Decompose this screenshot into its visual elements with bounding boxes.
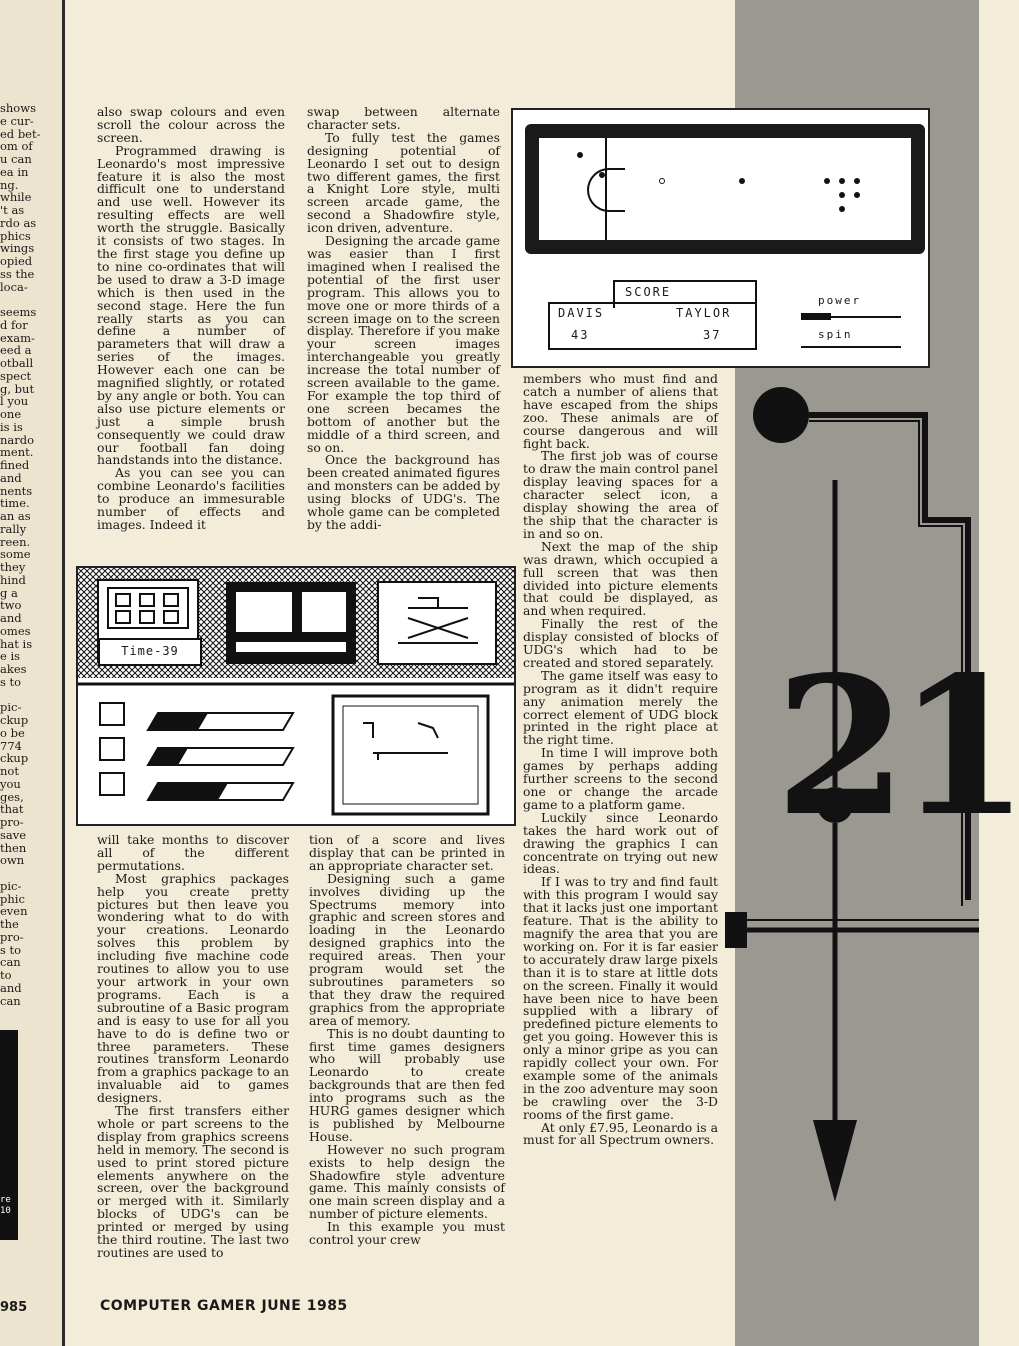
- paragraph: In time I will improve both games by perhaps adding further screens to the second one or change the arcade game to a platform game.: [523, 745, 718, 812]
- paragraph: Next the map of the ship was drawn, which occupied a full screen that was then divided into picture elements that could be displayed, as and when required.: [523, 538, 718, 619]
- snooker-ball: [854, 192, 860, 198]
- facing-page-tab-label: re 10: [0, 1195, 11, 1216]
- snooker-ball: [824, 178, 830, 184]
- facing-page-fragment: can: [0, 993, 21, 1008]
- facing-page-fragment: akes: [0, 662, 27, 676]
- player1-name: DAVIS: [558, 306, 605, 320]
- facing-page-fragment: one: [0, 407, 22, 421]
- facing-page-fragment: ckup: [0, 713, 29, 727]
- facing-page-fragment: hat is: [0, 636, 33, 651]
- facing-page-fragment: e cur-: [0, 113, 34, 128]
- facing-page-fragment: you: [0, 776, 21, 791]
- power-label: power: [818, 294, 862, 307]
- facing-page-fragment: two: [0, 598, 22, 613]
- snooker-ball: [577, 152, 583, 158]
- paragraph: Designing such a game involves dividing up the Spectrums memory into graphic and screen stores and loading in the Leonardo designed graphics into the required areas. Then your program would set the subroutines parameters so that they draw the required graphics from the appropriate area of memory.: [309, 870, 505, 1028]
- snooker-ball: [839, 206, 845, 212]
- facing-page-fragment: an as: [0, 509, 31, 523]
- facing-page-fragment: they: [0, 560, 26, 574]
- snooker-ball: [854, 178, 860, 184]
- paragraph: However no such program exists to help design the Shadowfire style adventure game. This mainly consists of one main screen display and a number of picture elements.: [309, 1141, 505, 1222]
- facing-page-fragment: fined: [0, 458, 30, 472]
- paragraph: The game itself was easy to program as it didn't require any animation merely the correct element of UDG block printed in the right place at the right time.: [523, 667, 718, 748]
- facing-page-fragment: then: [0, 840, 27, 855]
- facing-page-fragment: om of: [0, 139, 33, 154]
- cue-ball: [659, 178, 665, 184]
- paragraph: also swap colours and even scroll the colour across the screen.: [97, 104, 285, 145]
- facing-page-fragment: 774: [0, 738, 22, 753]
- footer-magazine-issue: COMPUTER GAMER JUNE 1985: [100, 1298, 348, 1314]
- paragraph: will take months to discover all of the different permutations.: [97, 832, 289, 873]
- facing-page-fragment: 't as: [0, 203, 25, 217]
- facing-page-fragment: d for: [0, 317, 28, 332]
- facing-page-fragment: ckup: [0, 751, 29, 766]
- facing-page-fragment: omes: [0, 623, 31, 638]
- facing-page-fragment: the: [0, 917, 19, 931]
- paragraph: tion of a score and lives display that can be printed in an appropriate character set.: [309, 832, 505, 873]
- circuit-dot-top: [753, 387, 809, 443]
- facing-page-fragment: pic-: [0, 700, 22, 715]
- player1-score: 43: [571, 328, 590, 342]
- snooker-table: [525, 124, 925, 254]
- facing-page-fragment: while: [0, 190, 32, 205]
- paragraph: swap between alternate character sets.: [307, 104, 500, 132]
- facing-page-fragment: rally: [0, 521, 27, 536]
- facing-page-fragment: and: [0, 611, 22, 625]
- score-label: SCORE: [625, 285, 672, 299]
- facing-page-fragment: own: [0, 853, 25, 868]
- facing-page-fragment: shows: [0, 101, 36, 115]
- paragraph: The first job was of course to draw the main control panel display leaving spaces for a character select icon, a display showing the area of the ship that the character is in and so on.: [523, 448, 718, 541]
- player2-score: 37: [703, 328, 722, 342]
- paragraph: members who must find and catch a number of aliens that have escaped from the ships zoo. These animals are of course dangerous and will fight back.: [523, 371, 718, 451]
- column-2-bottom: [309, 834, 505, 1247]
- facing-page-fragment: rdo as: [0, 215, 37, 230]
- facing-page-fragment: is is: [0, 419, 23, 434]
- paragraph: In this example you must control your crew: [309, 1219, 505, 1248]
- facing-page-fragment: ea in: [0, 164, 29, 179]
- facing-page-fragment: pic-: [0, 878, 22, 893]
- facing-page-fragment: ges,: [0, 789, 24, 804]
- paragraph: Most graphics packages help you create pretty pictures but then leave you wondering what to do with your creations. Leonardo solves this problem by including five machine code routines to allow you to use your artwork in your own programs. Each is a subroutine of a Basic program and is easy to use for all you have to do is define two or three parameters. These routines transform Leonardo from a graphics package to an invaluable aid to games designers.: [97, 870, 289, 1106]
- column-2-top: [307, 106, 500, 532]
- facing-page-fragment: otball: [0, 356, 34, 370]
- facing-page-fragment: loca-: [0, 279, 28, 294]
- facing-page-fragment: o be: [0, 725, 25, 740]
- facing-page-fragment: u can: [0, 152, 32, 166]
- column-3: [523, 373, 718, 1147]
- facing-page-fragment: ed bet-: [0, 126, 41, 141]
- big-page-number: 21: [775, 635, 1019, 858]
- column-1-bottom: [97, 834, 289, 1260]
- facing-page-fragment: to: [0, 968, 12, 982]
- facing-page-fragment: l you: [0, 394, 29, 409]
- arrow-down-icon: [813, 1120, 857, 1202]
- adventure-game-screenshot: [76, 566, 516, 826]
- paragraph: If I was to try and find fault with this program I would say that it lacks just one important feature. That is the ability to magnify the area that you are working on. For it is far easier to accurately draw large pixels than it is to stare at little dots on the screen. Finally it would have been nice to have been supplied with a library of predefined picture elements to get you going. However this is only a minor gripe as you can rapidly collect your own. For example some of the animals in the zoo adventure may soon be crawling over the 3-D rooms of the first game.: [523, 874, 718, 1122]
- facing-page-fragment: and: [0, 470, 22, 485]
- facing-page-fragment: can: [0, 955, 21, 970]
- spin-label: spin: [818, 328, 853, 341]
- paragraph: At only £7.95, Leonardo is a must for all Spectrum owners.: [523, 1119, 718, 1148]
- facing-page-fragment: pro-: [0, 815, 24, 829]
- facing-page-fragment: pro-: [0, 929, 24, 944]
- facing-page-fragment: not: [0, 764, 19, 778]
- facing-page-fragment: g, but: [0, 381, 35, 396]
- facing-page-fragment: reen.: [0, 534, 31, 549]
- facing-page-fragment: s to: [0, 674, 22, 689]
- facing-page-fragment: phics: [0, 228, 31, 243]
- facing-page-fragment: wings: [0, 241, 35, 256]
- snooker-ball: [839, 192, 845, 198]
- paragraph: As you can see you can combine Leonardo's facilities to produce an immesurable number of effects and images. Indeed it: [97, 465, 285, 532]
- facing-page-fragment: spect: [0, 368, 32, 383]
- facing-page-fragment: that: [0, 802, 24, 817]
- facing-page-fragment: e is: [0, 649, 21, 664]
- paragraph: Programmed drawing is Leonardo's most impressive feature it is also the most difficult one to understand and use well. However its resulting effects are well worth the struggle. Basically it consists of two stages. In the first stage you define up to nine co-ordinates that will be used to draw a 3-D image which is then used in the second stage. Here the fun really starts as you can define a number of parameters that will draw a series of the images. However each one can be magnified slightly, or rotated by any angle or both. You can also use picture elements or just a simple brush consequently we could draw our football fan doing handstands into the distance.: [97, 142, 285, 468]
- paragraph: Designing the arcade game was easier than I first imagined when I realised the potential of the first user program. This allows you to move one or more thirds of a screen image on to the screen display. Therefore if you make your screen images interchangeable you greatly increase the total number of screen available to the game. For example the top third of one screen becames the bottom of another but the middle of a third screen, and so on.: [307, 233, 500, 455]
- snooker-ball: [739, 178, 745, 184]
- facing-page-fragment: ng.: [0, 177, 19, 192]
- paragraph: To fully test the games designing potential of Leonardo I set out to design two different games, the first a Knight Lore style, multi screen arcade game, the second a Shadowfire style, icon driven, adventure.: [307, 129, 500, 236]
- facing-page-fragment: nardo: [0, 432, 35, 447]
- facing-page-fragment: phic: [0, 891, 25, 906]
- time-display: Time-39: [98, 638, 202, 666]
- facing-page-fragment: ment.: [0, 445, 34, 460]
- facing-page-fragment: s to: [0, 942, 22, 957]
- facing-page-fragment: opied: [0, 254, 33, 268]
- facing-page-edge: [0, 0, 65, 1346]
- snooker-game-screenshot: [511, 108, 930, 368]
- facing-page-fragment: g a: [0, 585, 18, 600]
- facing-page-fragment: ss the: [0, 266, 35, 281]
- snooker-ball: [599, 172, 605, 178]
- column-1-top: [97, 106, 285, 532]
- facing-page-fragment: hind: [0, 572, 26, 587]
- facing-page-fragment: nents: [0, 483, 33, 498]
- facing-page-fragment: eed a: [0, 343, 32, 358]
- player2-name: TAYLOR: [676, 306, 732, 320]
- paragraph: Once the background has been created animated figures and monsters can be added by using blocks of UDG's. The whole game can be completed by the addi-: [307, 452, 500, 532]
- paragraph: This is no doubt daunting to first time games designers who will probably use Leonardo to create backgrounds that are then fed into programs such as the HURG games designer which is published by Melbourne House.: [309, 1025, 505, 1144]
- paragraph: Finally the rest of the display consisted of blocks of UDG's which had to be created and stored separately.: [523, 616, 718, 670]
- facing-page-number: 985: [0, 1300, 28, 1315]
- paragraph: Luckily since Leonardo takes the hard work out of drawing the graphics I can concentrate on trying out new ideas.: [523, 809, 718, 877]
- facing-page-fragment: seems: [0, 305, 37, 319]
- paragraph: The first transfers either whole or part screens to the display from graphics screens held in memory. The second is used to print stored picture elements anywhere on the screen, over the background or merged with it. Similarly blocks of UDG's can be printed or merged by using the third routine. The last two routines are used to: [97, 1103, 289, 1260]
- snooker-cloth: [539, 138, 911, 240]
- facing-page-fragment: and: [0, 980, 22, 995]
- facing-page-fragment: save: [0, 827, 27, 842]
- facing-page-fragment: exam-: [0, 330, 35, 345]
- facing-page-fragment: time.: [0, 496, 30, 511]
- facing-page-fragment: even: [0, 904, 28, 919]
- snooker-ball: [839, 178, 845, 184]
- facing-page-fragment: some: [0, 547, 31, 562]
